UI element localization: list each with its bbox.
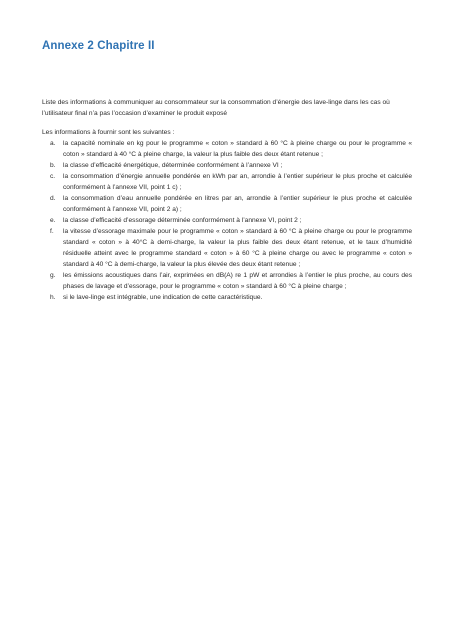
list-marker: b. <box>50 162 56 169</box>
list-item-text: la classe d’efficacité énergétique, déterminée conformément à l’annexe VI ; <box>63 162 283 169</box>
list-item <box>42 138 412 160</box>
list-item-text: la consommation d’eau annuelle pondérée en litres par an, arrondie à l’entier supérieur le plus proche et calculée conformément à l’annexe VII, point 2 a) ; <box>63 195 412 213</box>
list-item <box>42 215 412 226</box>
list-marker: g. <box>50 272 56 279</box>
list-marker: e. <box>50 217 56 224</box>
list-item <box>42 226 412 270</box>
list-item <box>42 193 412 215</box>
list-marker: c. <box>50 173 56 180</box>
list-marker: h. <box>50 294 56 301</box>
information-list <box>42 138 412 303</box>
page-title: Annexe 2 Chapitre II <box>42 40 155 52</box>
list-item-text: la vitesse d’essorage maximale pour le programme « coton » standard à 60 °C à pleine charge ou pour le programme standard « coton » à 40°C à demi-charge, la valeur la plus faible des deux étant retenue, et le taux d’humidité résiduelle atteint avec le programme standard « coton » à 60 °C à pleine charge ou avec le programme « coton » standard à 40 °C à demi-charge, la valeur la plus élevée des deux étant retenue ; <box>63 228 412 268</box>
list-lead-in: Les informations à fournir sont les suivantes : <box>42 129 175 136</box>
list-item <box>42 171 412 193</box>
list-item-text: les émissions acoustiques dans l’air, exprimées en dB(A) re 1 pW et arrondies à l’entier le plus proche, au cours des phases de lavage et d’essorage, pour le programme « coton » standard à 60 °C à pleine charge ; <box>63 272 412 290</box>
list-marker: a. <box>50 140 56 147</box>
list-marker: f. <box>50 228 54 235</box>
list-item <box>42 270 412 292</box>
list-marker: d. <box>50 195 56 202</box>
list-item-text: la classe d’efficacité d’essorage déterminée conformément à l’annexe VI, point 2 ; <box>63 217 302 224</box>
list-item-text: la capacité nominale en kg pour le programme « coton » standard à 60 °C à pleine charge ou pour le programme « coton » standard à 40 °C à pleine charge, la valeur la plus faible des deux étant retenue ; <box>63 140 412 158</box>
list-item-text: si le lave-linge est intégrable, une indication de cette caractéristique. <box>63 294 263 301</box>
intro-paragraph: Liste des informations à communiquer au consommateur sur la consommation d’énergie des lave-linge dans les cas où l’utilisateur final n’a pas l’occasion d’examiner le produit exposé <box>42 99 390 117</box>
list-item-text: la consommation d’énergie annuelle pondérée en kWh par an, arrondie à l’entier supérieur le plus proche et calculée conformément à l’annexe VII, point 1 c) ; <box>63 173 412 191</box>
list-item <box>42 292 412 303</box>
list-item <box>42 160 412 171</box>
